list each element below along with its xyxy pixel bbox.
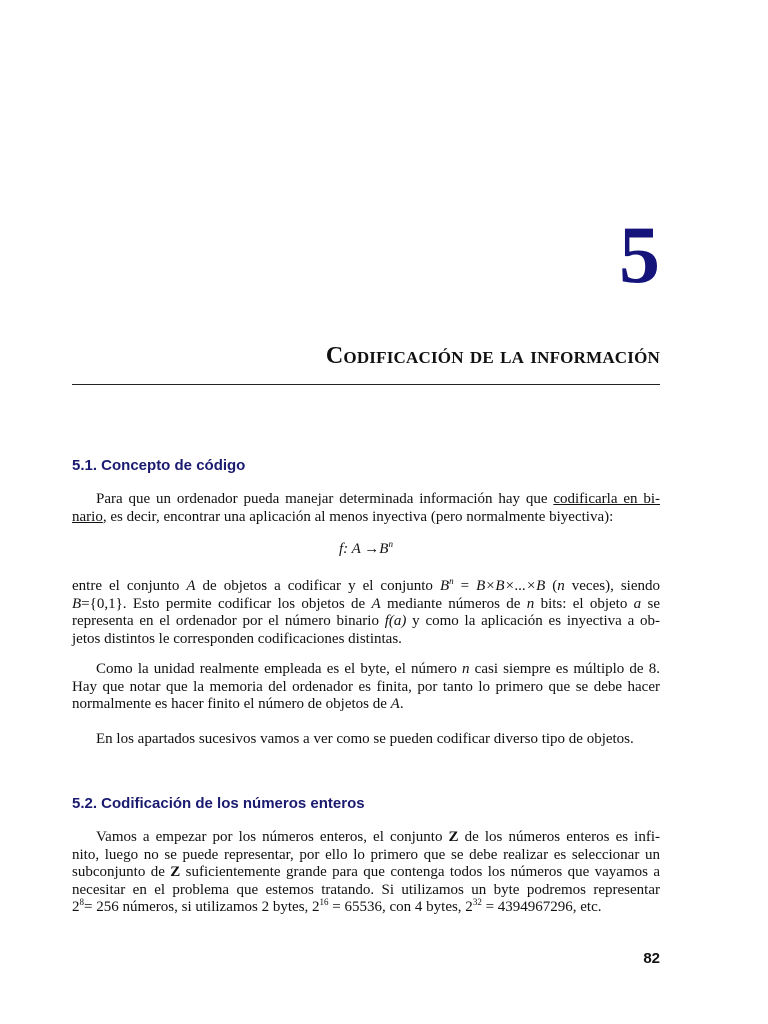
text: =: [453, 578, 477, 594]
text-line: [72, 829, 660, 847]
underlined-term: codificarla en bi-: [553, 491, 660, 507]
math-var: A: [186, 578, 196, 594]
math-var: n: [557, 578, 565, 594]
formula-exponent: n: [388, 539, 393, 549]
paragraph-enteros: [72, 829, 660, 917]
page-number: 82: [643, 950, 660, 967]
text: normalmente es hacer finito el número de objetos de: [72, 696, 391, 712]
formula-text: f: A →B: [339, 541, 389, 557]
text-line: [72, 696, 660, 714]
text-line: [72, 613, 660, 631]
math-expression: f(a): [384, 613, 407, 629]
text: entre el conjunto: [72, 578, 187, 594]
chapter-title: Codificación de la información: [325, 343, 660, 369]
text: Vamos a empezar por los números enteros, el conjunto: [96, 829, 449, 845]
text: mediante números de: [380, 595, 527, 612]
text: .: [399, 696, 404, 712]
text: (: [545, 578, 558, 594]
math-var: A: [371, 595, 381, 612]
math-var: B: [72, 595, 82, 612]
text: casi siempre es múltiplo de 8.: [469, 661, 660, 677]
text-line: necesitar en el problema que estemos tratando. Si utilizamos un byte podremos representar: [72, 881, 660, 898]
text: Como la unidad realmente empleada es el byte, el número: [96, 661, 463, 677]
section-heading-5-2: 5.2. Codificación de los números enteros: [72, 795, 365, 812]
math-set: Z: [448, 829, 459, 845]
paragraph-conjunto: [72, 578, 660, 648]
text: 2: [72, 899, 80, 915]
text: = 65536, con 4 bytes, 2: [328, 899, 473, 915]
text: subconjunto de: [72, 864, 171, 880]
text: = 4394967296, etc.: [481, 899, 602, 915]
section-heading-5-1: 5.1. Concepto de código: [72, 457, 246, 474]
text: = 256 números, si utilizamos 2 bytes, 2: [84, 899, 320, 915]
text-line: [72, 864, 660, 882]
text-line: [72, 661, 660, 679]
text-line: [72, 491, 660, 509]
text: representa en el ordenador por el número binario: [72, 613, 385, 629]
text-line: jetos distintos le corresponden codificaciones distintas.: [72, 630, 402, 647]
text: ={0,1}. Esto permite codificar los objetos de: [81, 595, 372, 612]
math-var: n: [526, 595, 535, 612]
text-line: nito, luego no se puede representar, por ello lo primero que se debe realizar es seleccionar un: [72, 846, 660, 863]
exponent: 16: [319, 897, 329, 907]
text-line: [72, 596, 660, 614]
text-line: [72, 509, 660, 527]
exponent: 8: [79, 897, 84, 907]
math-exponent: n: [449, 576, 454, 586]
paragraph-codificar: [72, 491, 660, 526]
text-line: Hay que notar que la memoria del ordenador es finita, por tanto lo primero que se debe hacer: [72, 678, 660, 695]
text: y como la aplicación es inyectiva a ob-: [406, 613, 660, 629]
text-line: En los apartados sucesivos vamos a ver como se pueden codificar diverso tipo de objetos.: [96, 731, 634, 747]
math-set: Z: [170, 864, 181, 880]
paragraph-apartados: [72, 731, 660, 749]
math-var: a: [633, 595, 642, 612]
title-rule: [72, 384, 660, 385]
text: suficientemente grande para que contenga todos los números que vayamos a: [180, 864, 660, 880]
text-line: [72, 578, 660, 596]
paragraph-byte: [72, 661, 660, 714]
text: Para que un ordenador pueda manejar determinada información hay que: [96, 491, 554, 507]
math-var: n: [462, 661, 470, 677]
math-var: A: [390, 696, 400, 712]
underlined-term: nario: [72, 508, 103, 525]
text: de objetos a codificar y el conjunto: [195, 578, 440, 594]
math-product: B×B×...×B: [476, 578, 546, 594]
text: veces), siendo: [564, 578, 661, 594]
chapter-number: 5: [619, 209, 660, 300]
text: de los números enteros es infi-: [458, 829, 660, 845]
exponent: 32: [472, 897, 482, 907]
text: , es decir, encontrar una aplicación al menos inyectiva (pero normalmente biyectiva):: [102, 508, 614, 525]
text: bits: el objeto: [534, 595, 634, 612]
math-var: B: [439, 578, 450, 594]
text-line: [72, 899, 660, 917]
formula: [72, 541, 660, 558]
text: se: [641, 595, 660, 612]
